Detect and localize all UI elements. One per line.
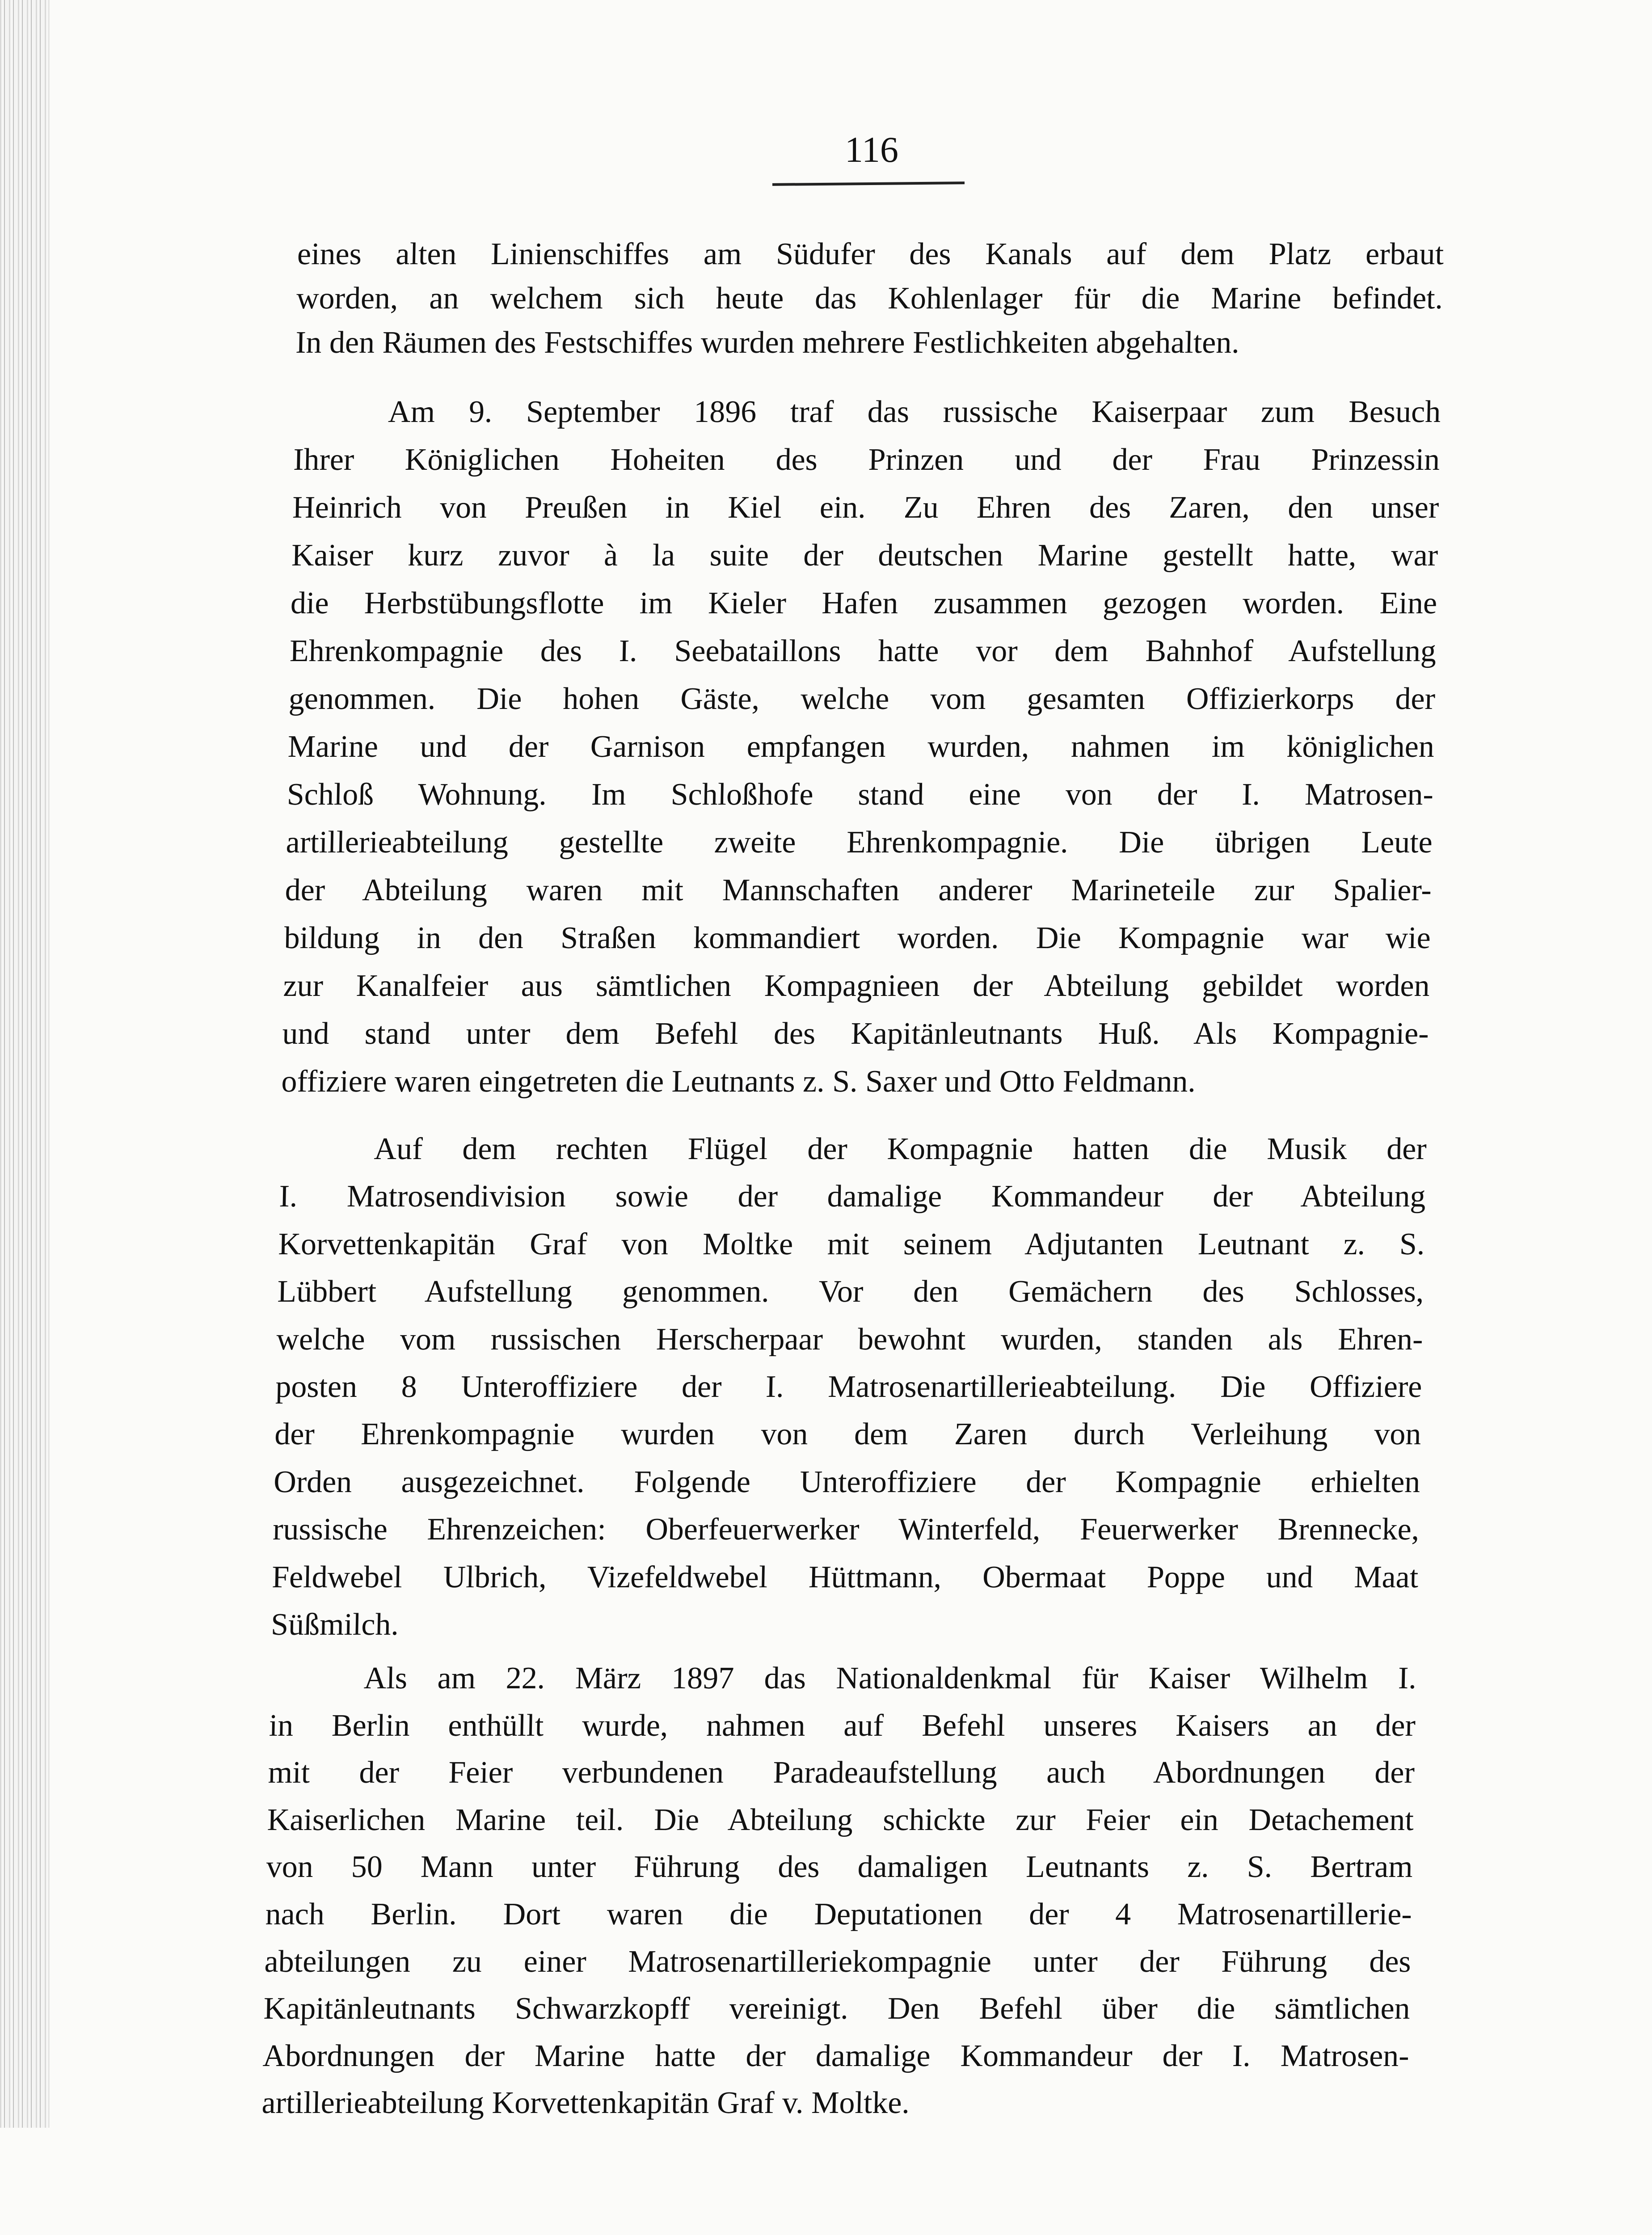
text-line-content: Süßmilch. xyxy=(270,1607,399,1642)
text-line xyxy=(269,1708,1416,1744)
text-line xyxy=(278,1227,1425,1262)
text-line xyxy=(281,1064,1429,1100)
text-line-content: welche vom russischen Herscherpaar bewohnt wurden, standen als Ehren- xyxy=(276,1322,1424,1357)
text-line-content: posten 8 Unteroffiziere der I. Matrosenartillerieabteilung. Die Offiziere xyxy=(275,1370,1423,1404)
text-line xyxy=(285,873,1432,908)
text-line xyxy=(288,681,1436,717)
text-line-content: Marine und der Garnison empfangen wurden, nahmen im königlichen xyxy=(287,730,1435,764)
text-line-content: Auf dem rechten Flügel der Kompagnie hatten die Musik der xyxy=(373,1132,1427,1166)
text-line xyxy=(273,1512,1420,1548)
text-line xyxy=(283,968,1430,1004)
text-line-content: Korvettenkapitän Graf von Moltke mit seinem Adjutanten Leutnant z. S. xyxy=(278,1227,1425,1261)
text-line-content: mit der Feier verbundenen Paradeaufstellung auch Abordnungen der xyxy=(268,1755,1415,1790)
text-line xyxy=(295,325,1443,361)
text-line-content: genommen. Die hohen Gäste, welche vom gesamten Offizierkorps der xyxy=(288,682,1436,716)
text-line xyxy=(291,538,1438,574)
text-line xyxy=(274,1464,1421,1500)
text-line xyxy=(274,1417,1422,1452)
text-line xyxy=(287,729,1435,765)
text-line-content: abteilungen zu einer Matrosenartilleriekompagnie unter der Führung des xyxy=(264,1944,1412,1979)
text-line-content: der Abteilung waren mit Mannschaften anderer Marineteile zur Spalier- xyxy=(285,873,1432,907)
text-line-content: In den Räumen des Festschiffes wurden mehrere Festlichkeiten abgehalten. xyxy=(295,325,1240,360)
text-line-content: Am 9. September 1896 traf das russische Kaiserpaar zum Besuch xyxy=(388,395,1441,429)
text-line xyxy=(261,2085,1409,2121)
text-line xyxy=(268,1755,1415,1791)
text-line-content: Ihrer Königlichen Hoheiten des Prinzen und der Frau Prinzessin xyxy=(293,443,1440,477)
text-line xyxy=(270,1661,1417,1696)
text-line-content: nach Berlin. Dort waren die Deputationen der 4 Matrosenartillerie- xyxy=(265,1897,1412,1931)
text-line xyxy=(271,1560,1419,1595)
text-line-content: eines alten Linienschiffes am Südufer des Kanals auf dem Platz erbaut xyxy=(297,237,1444,271)
text-line-content: Abordnungen der Marine hatte der damalige Kommandeur der I. Matrosen- xyxy=(262,2038,1410,2073)
header-rule xyxy=(772,181,965,186)
text-line xyxy=(279,1179,1426,1214)
text-line-content: und stand unter dem Befehl des Kapitänleutnants Huß. Als Kompagnie- xyxy=(282,1016,1429,1051)
text-line-content: Kaiserlichen Marine teil. Die Abteilung schickte zur Feier ein Detachement xyxy=(267,1802,1414,1837)
text-line-content: worden, an welchem sich heute das Kohlenlager für die Marine befindet. xyxy=(296,281,1443,316)
text-line xyxy=(292,490,1439,526)
text-line-content: Schloß Wohnung. Im Schloßhofe stand eine von der I. Matrosen- xyxy=(287,777,1434,812)
text-line xyxy=(270,1607,1418,1643)
text-line xyxy=(267,1802,1414,1838)
text-line-content: Ehrenkompagnie des I. Seebataillons hatte vor dem Bahnhof Aufstellung xyxy=(289,634,1437,668)
text-line xyxy=(296,281,1443,316)
text-line xyxy=(297,236,1444,272)
text-line-content: offiziere waren eingetreten die Leutnants z. S. Saxer und Otto Feldmann. xyxy=(281,1064,1196,1099)
text-line-content: der Ehrenkompagnie wurden von dem Zaren durch Verleihung von xyxy=(274,1417,1422,1452)
text-line-content: russische Ehrenzeichen: Oberfeuerwerker Winterfeld, Feuerwerker Brennecke, xyxy=(272,1512,1420,1547)
text-line xyxy=(290,586,1437,621)
text-line-content: Kaiser kurz zuvor à la suite der deutschen Marine gestellt hatte, war xyxy=(291,538,1438,573)
text-line-content: Feldwebel Ulbrich, Vizefeldwebel Hüttmann, Obermaat Poppe und Maat xyxy=(271,1560,1419,1594)
text-line-content: Kapitänleutnants Schwarzkopff vereinigt. Den Befehl über die sämtlichen xyxy=(263,1991,1411,2026)
text-line xyxy=(262,2038,1410,2074)
text-line xyxy=(275,1369,1423,1405)
text-line-content: Lübbert Aufstellung genommen. Vor den Gemächern des Schlosses, xyxy=(277,1274,1424,1309)
page-number: 116 xyxy=(845,129,898,170)
text-line xyxy=(293,442,1440,478)
text-line-content: die Herbstübungsflotte im Kieler Hafen zusammen gezogen worden. Eine xyxy=(290,586,1437,620)
text-line-content: artillerieabteilung gestellte zweite Ehrenkompagnie. Die übrigen Leute xyxy=(286,825,1433,860)
scan-binding-edge xyxy=(0,0,49,2128)
text-line xyxy=(282,1016,1429,1052)
text-line-content: I. Matrosendivision sowie der damalige Kommandeur der Abteilung xyxy=(278,1179,1426,1214)
text-line-content: in Berlin enthüllt wurde, nahmen auf Befehl unseres Kaisers an der xyxy=(269,1708,1416,1743)
text-line-content: zur Kanalfeier aus sämtlichen Kompagnieen der Abteilung gebildet worden xyxy=(282,969,1430,1003)
text-line-content: Als am 22. März 1897 das Nationaldenkmal für Kaiser Wilhelm I. xyxy=(363,1661,1417,1695)
text-line-content: bildung in den Straßen kommandiert worden. Die Kompagnie war wie xyxy=(283,921,1431,955)
text-line xyxy=(287,777,1434,813)
text-line xyxy=(289,633,1437,669)
text-line xyxy=(284,920,1431,956)
text-line-content: von 50 Mann unter Führung des damaligen Leutnants z. S. Bertram xyxy=(266,1850,1413,1885)
text-line xyxy=(265,1897,1412,1932)
text-line xyxy=(280,1131,1427,1167)
text-line xyxy=(263,1991,1411,2027)
text-line xyxy=(286,825,1433,860)
text-line xyxy=(294,394,1441,430)
text-line-content: Orden ausgezeichnet. Folgende Unteroffiziere der Kompagnie erhielten xyxy=(273,1464,1421,1499)
text-line-content: artillerieabteilung Korvettenkapitän Graf v. Moltke. xyxy=(261,2086,910,2121)
text-line xyxy=(266,1849,1413,1885)
text-line xyxy=(276,1322,1424,1358)
text-line xyxy=(277,1274,1424,1310)
text-line-content: Heinrich von Preußen in Kiel ein. Zu Ehren des Zaren, den unser xyxy=(292,490,1439,525)
text-line xyxy=(264,1944,1412,1980)
